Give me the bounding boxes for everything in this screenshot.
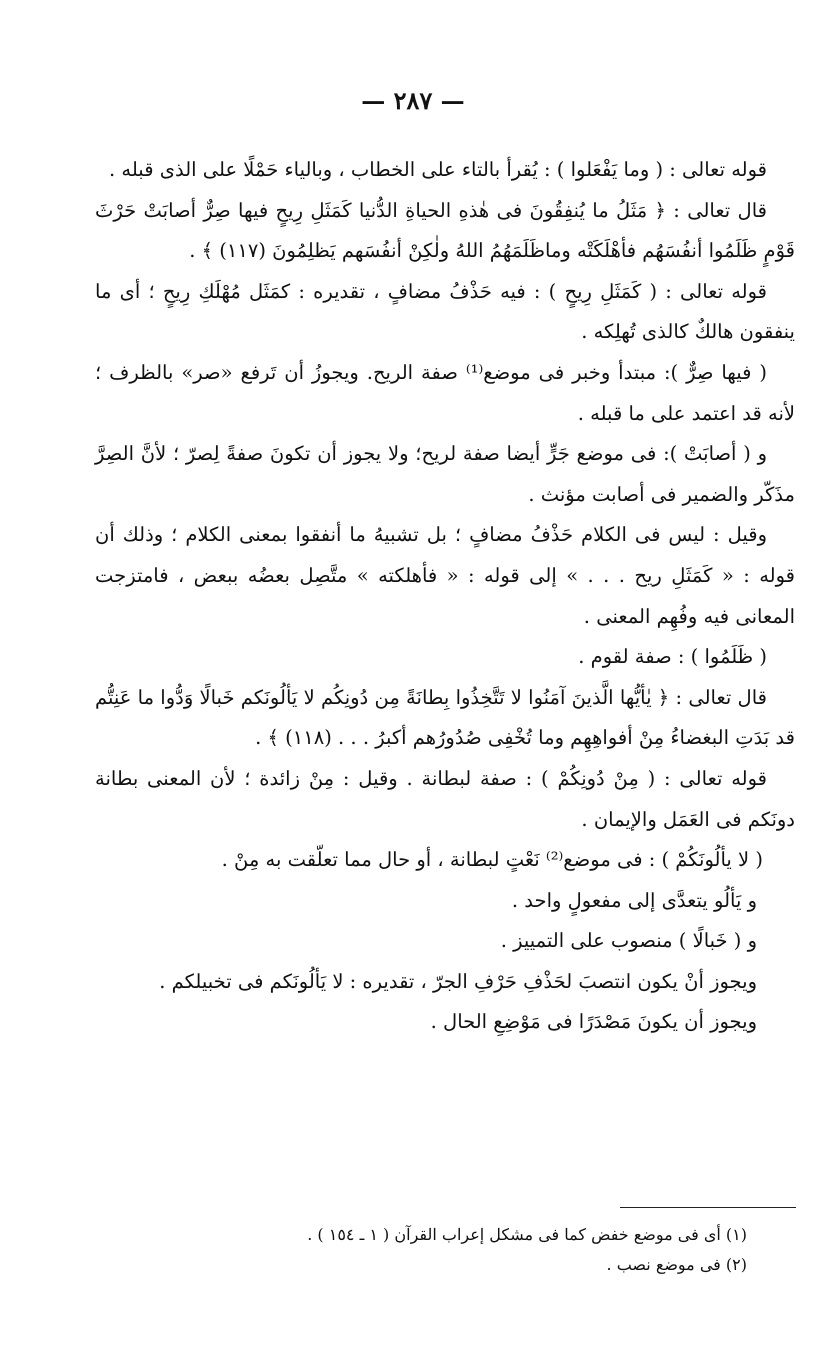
page-number: — ٢٨٧ —	[361, 86, 465, 115]
footnote-1: (١) أى فى موضع خفض كما فى مشكل إعراب القرآن ( ١ ـ ١٥٤ ) .	[307, 1225, 747, 1244]
paragraph-13: ويجوز أنْ يكون انتصبَ لحَذْفِ حَرْفِ الجرّ ، تقديره : لا يَألُونَكم فى تخبيلكم .	[159, 969, 757, 993]
paragraph-12: و ( خَبالًا ) منصوب على التمييز .	[500, 929, 757, 953]
paragraph-11: و يَألُو يتعدَّى إلى مفعولٍ واحد .	[511, 888, 757, 912]
paragraph-7: ( ظَلَمُوا ) : صفة لقوم .	[578, 645, 767, 669]
paragraph-5: و ( أصابَتْ ): فى موضع جَرٍّ أيضا صفة لريح؛ ولا يجوز أن تكونَ صفةً لِصرّ ؛ لأنَّ الصِرَّ مذَكّر والضمير فى أصابت مؤنث .	[95, 442, 795, 506]
footnote-separator	[620, 1207, 796, 1208]
paragraph-1: قوله تعالى : ( وما يَفْعَلوا ) : يُقرأ بالتاء على الخطاب ، وبالياء حَمْلًا على الذى قبله .	[109, 158, 767, 181]
paragraph-3: قوله تعالى : ( كَمَثَلِ رِيحٍ ) : فيه حَذْفُ مضافٍ ، تقديره : كمَثَل مُهْلَكِ رِيحٍ ؛ أى ما ينفقون هالكٌ كالذى تُهلِكه .	[95, 279, 795, 344]
paragraph-4: ( فيها صِرٌّ ): مبتدأ وخبر فى موضع⁽¹⁾ صفة الريح. ويجوزُ أن تَرفع «صر» بالظرف ؛ لأنه قد اعتمد على ما قبله .	[95, 360, 795, 425]
main-text	[95, 150, 795, 1043]
paragraph-9: قوله تعالى : ( مِنْ دُونِكُمْ ) : صفة لبطانة . وقيل : مِنْ زائدة ؛ لأن المعنى بطانة دونَكم فى العَمَل والإيمان .	[95, 766, 795, 831]
footnote-2: (٢) فى موضع نصب .	[606, 1255, 747, 1274]
paragraph-8-quran-verse-118: قال تعالى : ﴿ يٰأيُّها الَّذينَ آمَنُوا لا تَتَّخِذُوا بِطانَةً مِن دُونِكُم لا يَألُونَكم خَبالًا وَدُّوا ما عَنِتُّم قد بَدَتِ البغضاءُ مِنْ أفواهِهِم وما تُخْفِى صُدُورُهم أكبرُ . . . (١١٨) ﴾ .	[95, 685, 795, 750]
footnotes	[95, 1220, 795, 1280]
paragraph-2-quran-verse-117: قال تعالى : ﴿ مَثَلُ ما يُنفِقُونَ فى هٰذهِ الحياةِ الدُّنيا كَمَثَلِ رِيحٍ فيها صِرٌّ أصابَتْ حَرْثَ قَوْمٍ ظَلَمُوا أنفُسَهُم فأهْلَكَتْه وماظَلَمَهُمُ اللهُ ولٰكِنْ أنفُسَهم يَظلِمُونَ (١١٧) ﴾ .	[95, 198, 795, 263]
paragraph-6: وقيل : ليس فى الكلام حَذْفُ مضافٍ ؛ بل تشبيهُ ما أنفقوا بمعنى الكلام ؛ وذلك أن قوله : « كَمَثَلِ ريح . . . » إلى قوله : « فأهلكته » متَّصِل بعضُه ببعض ، فامتزجت المعانى فيه وفُهِم المعنى .	[95, 523, 795, 628]
paragraph-10: ( لا يألُونَكُمْ ) : فى موضع⁽²⁾ نَعْتٍ لبطانة ، أو حال مما تعلّقت به مِنْ .	[221, 848, 763, 872]
paragraph-14: ويجوز أن يكونَ مَصْدَرًا فى مَوْضِعِ الحال .	[430, 1010, 757, 1034]
